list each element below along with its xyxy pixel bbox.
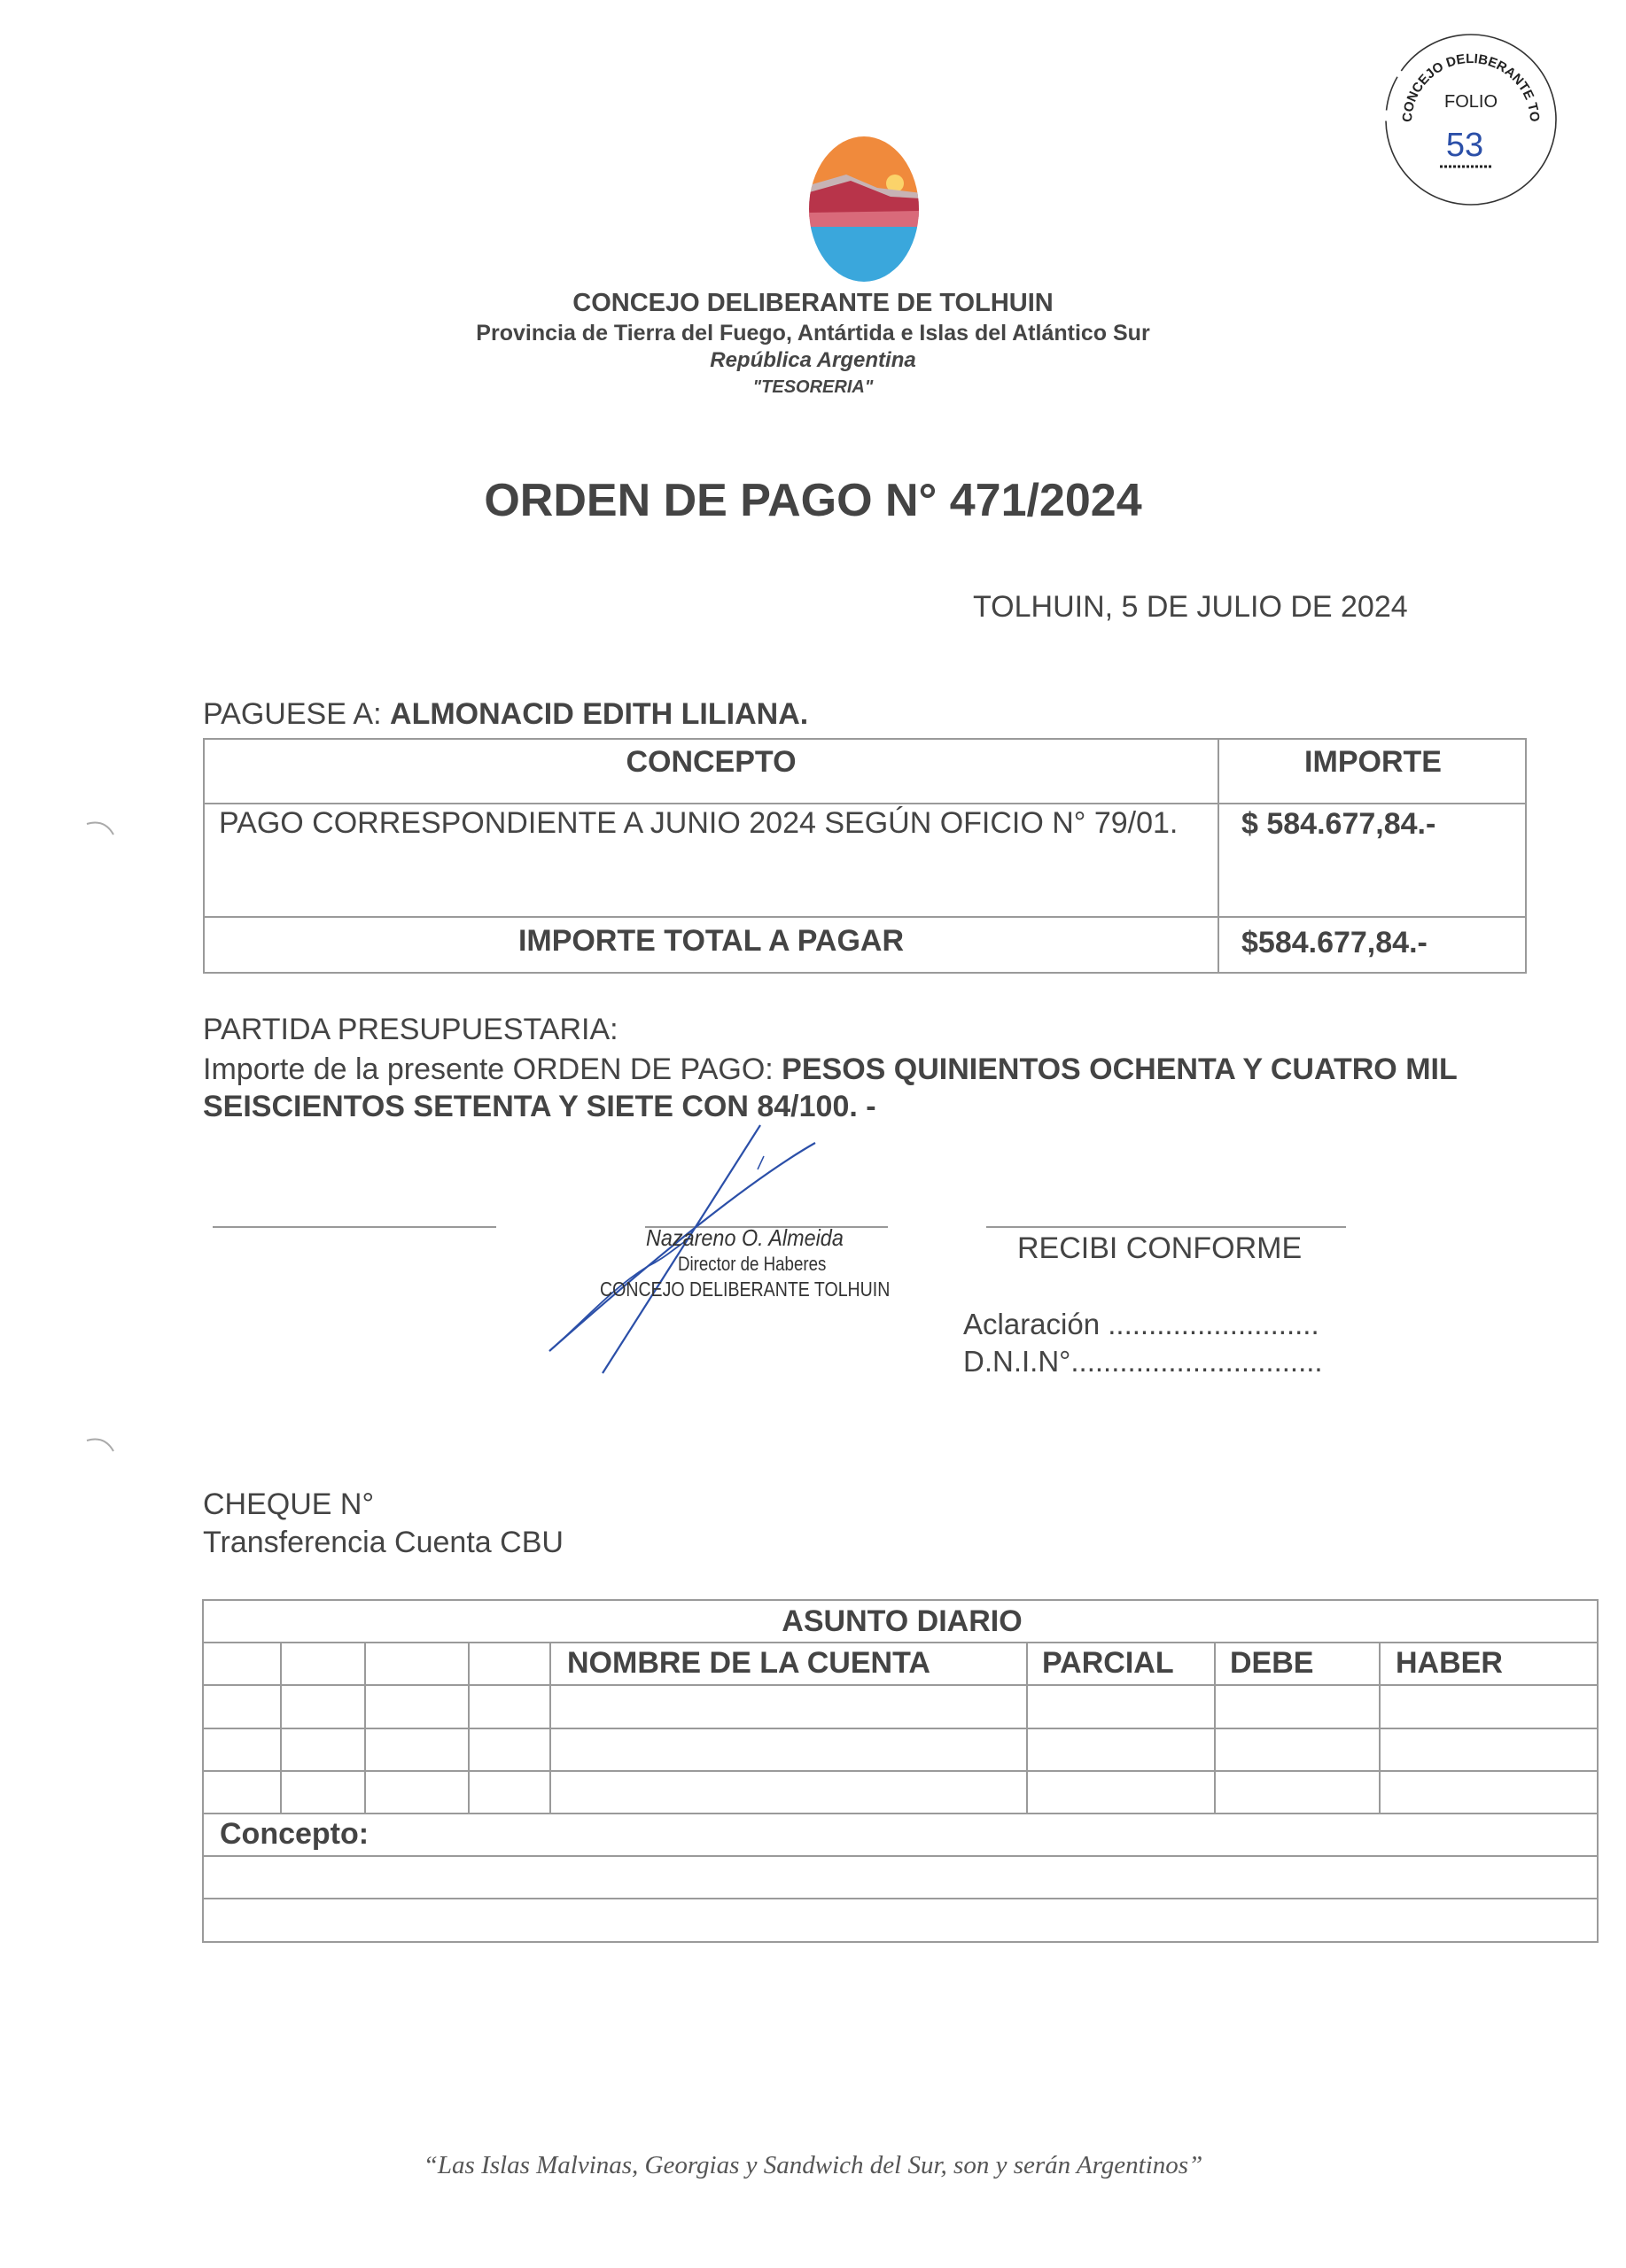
document-date: TOLHUIN, 5 DE JULIO DE 2024 (973, 590, 1408, 624)
receipt-title: RECIBI CONFORME (1017, 1231, 1303, 1265)
journal-concepto-label: Concepto: (220, 1817, 370, 1851)
receipt-aclaracion: Aclaración .......................... (963, 1308, 1319, 1340)
cheque-label: CHEQUE N° (203, 1487, 375, 1521)
total-label: IMPORTE TOTAL A PAGAR (517, 924, 905, 958)
binder-hole-mark (85, 817, 117, 838)
payment-table (203, 738, 1527, 974)
org-name: CONCEJO DELIBERANTE DE TOLHUIN (572, 289, 1054, 317)
footer-motto: “Las Islas Malvinas, Georgias y Sandwich del Sur, son y serán Argentinos” (423, 2151, 1203, 2179)
column-header-importe: IMPORTE (1304, 745, 1442, 779)
transfer-label: Transferencia Cuenta CBU (203, 1526, 564, 1559)
director-name: Nazareno O. Almeida (646, 1224, 844, 1251)
province-name: Provincia de Tierra del Fuego, Antártida e Islas del Atlántico Sur (476, 321, 1150, 346)
pay-to-name: ALMONACID EDITH LILIANA. (390, 697, 809, 731)
signature-line-receipt (986, 1226, 1346, 1228)
pay-to-label: PAGUESE A: (203, 697, 391, 731)
director-role: Director de Haberes (678, 1253, 827, 1275)
column-header-debe: DEBE (1230, 1646, 1314, 1680)
receipt-dni: D.N.I.N°............................... (963, 1345, 1323, 1378)
document-title: ORDEN DE PAGO N° 471/2024 (484, 475, 1142, 526)
stamp-ring-text: CONCEJO DELIBERANTE TO (1399, 50, 1543, 123)
department-name: "TESORERIA" (752, 377, 874, 397)
total-amount: $584.677,84.- (1241, 926, 1428, 959)
council-logo (806, 135, 922, 284)
column-header-haber: HABER (1396, 1646, 1503, 1680)
stamp-folio-number: 53 (1445, 127, 1484, 164)
folio-stamp (1376, 25, 1566, 214)
payment-amount: $ 584.677,84.- (1241, 807, 1436, 841)
amount-in-words-label: Importe de la presente ORDEN DE PAGO: (203, 1052, 782, 1086)
stamp-folio-label: FOLIO (1443, 92, 1498, 112)
column-header-concepto: CONCEPTO (626, 745, 797, 779)
director-organization: CONCEJO DELIBERANTE TOLHUIN (600, 1278, 891, 1301)
column-header-account-name: NOMBRE DE LA CUENTA (567, 1646, 930, 1680)
binder-hole-mark (85, 1433, 117, 1455)
journal-title: ASUNTO DIARIO (782, 1604, 1023, 1638)
pay-to-line (203, 697, 808, 732)
signature-line-left (213, 1226, 496, 1228)
amount-in-words-value: PESOS QUINIENTOS OCHENTA Y CUATRO MIL SEISCIENTOS SETENTA Y SIETE CON 84/100. - (203, 1052, 1458, 1123)
payment-description: PAGO CORRESPONDIENTE A JUNIO 2024 SEGÚN OFICIO N° 79/01. (219, 806, 1179, 840)
country-name: República Argentina (710, 348, 916, 372)
amount-in-words (203, 1051, 1532, 1125)
column-header-parcial: PARCIAL (1042, 1646, 1174, 1680)
budget-item-label: PARTIDA PRESUPUESTARIA: (203, 1013, 619, 1046)
journal-table (202, 1599, 1599, 1943)
